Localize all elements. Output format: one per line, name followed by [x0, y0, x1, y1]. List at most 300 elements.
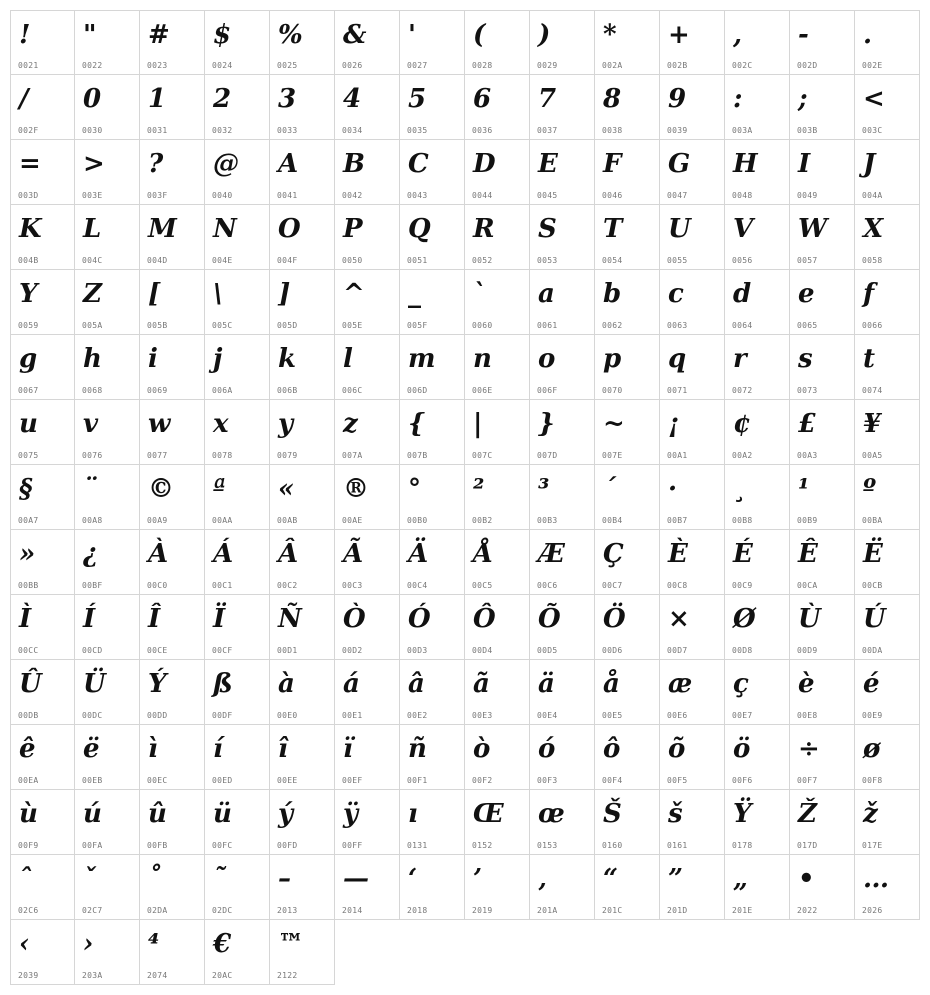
glyph-char: K	[19, 214, 42, 244]
glyph-char: q	[668, 344, 687, 374]
glyph-char: ñ	[408, 734, 427, 764]
glyph-cell[interactable]	[725, 205, 790, 270]
glyph-cell[interactable]	[270, 140, 335, 205]
glyph-cell[interactable]	[725, 335, 790, 400]
glyph-cell[interactable]	[205, 205, 270, 270]
glyph-code: 0152	[472, 841, 493, 850]
glyph-cell[interactable]	[660, 140, 725, 205]
glyph-cell[interactable]	[270, 205, 335, 270]
glyph-char: ï	[343, 734, 353, 764]
glyph-cell[interactable]	[855, 10, 920, 75]
glyph-cell[interactable]	[790, 400, 855, 465]
glyph-code: 017E	[862, 841, 883, 850]
glyph-cell[interactable]	[530, 10, 595, 75]
glyph-cell[interactable]	[270, 335, 335, 400]
glyph-char: /	[19, 84, 29, 114]
glyph-cell[interactable]	[10, 205, 75, 270]
glyph-char: ´	[603, 474, 616, 504]
glyph-cell[interactable]	[400, 10, 465, 75]
glyph-cell[interactable]	[400, 140, 465, 205]
glyph-char: á	[343, 669, 360, 699]
glyph-char: w	[148, 409, 171, 439]
glyph-cell[interactable]	[660, 400, 725, 465]
glyph-char: (	[473, 20, 486, 50]
glyph-cell[interactable]	[660, 790, 725, 855]
glyph-cell[interactable]	[400, 725, 465, 790]
glyph-char: ›	[83, 929, 94, 959]
glyph-code: 0066	[862, 321, 883, 330]
glyph-code: 00BA	[862, 516, 883, 525]
glyph-char: ¢	[733, 409, 752, 439]
glyph-cell[interactable]	[660, 660, 725, 725]
glyph-cell[interactable]	[205, 75, 270, 140]
glyph-cell[interactable]	[400, 270, 465, 335]
glyph-cell[interactable]	[140, 660, 205, 725]
glyph-char: ©	[148, 474, 174, 504]
glyph-cell[interactable]	[10, 10, 75, 75]
glyph-char: N	[213, 214, 237, 244]
glyph-char: ö	[733, 734, 751, 764]
glyph-cell[interactable]	[400, 790, 465, 855]
glyph-cell[interactable]	[465, 10, 530, 75]
glyph-cell[interactable]	[465, 335, 530, 400]
glyph-cell[interactable]	[660, 335, 725, 400]
glyph-code: 0028	[472, 61, 493, 70]
glyph-cell[interactable]	[140, 790, 205, 855]
glyph-char: }	[538, 409, 555, 439]
glyph-cell[interactable]	[400, 205, 465, 270]
glyph-code: 0035	[407, 126, 428, 135]
glyph-cell[interactable]	[725, 140, 790, 205]
glyph-cell[interactable]	[205, 660, 270, 725]
glyph-char: ù	[19, 799, 38, 829]
glyph-cell[interactable]	[270, 595, 335, 660]
glyph-cell[interactable]	[140, 335, 205, 400]
glyph-cell[interactable]	[595, 595, 660, 660]
glyph-cell[interactable]	[790, 530, 855, 595]
glyph-char: ¨	[83, 474, 96, 504]
glyph-char: §	[19, 474, 33, 504]
glyph-cell[interactable]	[595, 660, 660, 725]
glyph-code: 003F	[147, 191, 168, 200]
glyph-cell[interactable]	[530, 725, 595, 790]
glyph-char: i	[148, 344, 158, 374]
glyph-cell[interactable]	[725, 595, 790, 660]
glyph-cell[interactable]	[270, 790, 335, 855]
glyph-char: ü	[213, 799, 232, 829]
glyph-cell[interactable]	[75, 790, 140, 855]
glyph-cell[interactable]	[790, 465, 855, 530]
glyph-cell[interactable]	[855, 660, 920, 725]
glyph-cell[interactable]	[140, 465, 205, 530]
glyph-char: ]	[278, 279, 291, 309]
glyph-cell[interactable]	[140, 920, 205, 985]
glyph-cell[interactable]	[855, 335, 920, 400]
glyph-cell[interactable]	[10, 855, 75, 920]
glyph-cell[interactable]	[465, 75, 530, 140]
glyph-code: 00FF	[342, 841, 363, 850]
glyph-cell[interactable]	[205, 855, 270, 920]
glyph-cell[interactable]	[855, 855, 920, 920]
glyph-cell[interactable]	[75, 530, 140, 595]
glyph-code: 006F	[537, 386, 558, 395]
glyph-cell[interactable]	[530, 530, 595, 595]
glyph-cell[interactable]	[140, 140, 205, 205]
glyph-char: A	[278, 149, 299, 179]
glyph-cell[interactable]	[335, 790, 400, 855]
glyph-cell[interactable]	[465, 530, 530, 595]
glyph-cell[interactable]	[725, 530, 790, 595]
glyph-cell[interactable]	[530, 270, 595, 335]
glyph-char: Q	[408, 214, 431, 244]
glyph-code: 0050	[342, 256, 363, 265]
glyph-code: 005E	[342, 321, 363, 330]
glyph-cell[interactable]	[335, 335, 400, 400]
glyph-code: 00C9	[732, 581, 753, 590]
glyph-cell[interactable]	[595, 335, 660, 400]
glyph-cell[interactable]	[790, 75, 855, 140]
glyph-code: 0021	[18, 61, 39, 70]
glyph-cell[interactable]	[140, 75, 205, 140]
glyph-code: 00F6	[732, 776, 753, 785]
glyph-cell[interactable]	[335, 75, 400, 140]
glyph-cell[interactable]	[400, 660, 465, 725]
glyph-cell[interactable]	[205, 335, 270, 400]
glyph-char: ê	[19, 734, 36, 764]
glyph-char: ?	[148, 149, 164, 179]
glyph-char: ë	[83, 734, 100, 764]
glyph-cell[interactable]	[270, 530, 335, 595]
glyph-code: 00B0	[407, 516, 428, 525]
glyph-cell[interactable]	[10, 920, 75, 985]
glyph-cell[interactable]	[725, 10, 790, 75]
glyph-cell[interactable]	[465, 465, 530, 530]
glyph-cell[interactable]	[530, 790, 595, 855]
glyph-cell[interactable]	[205, 530, 270, 595]
glyph-cell[interactable]	[400, 75, 465, 140]
glyph-char: F	[603, 149, 622, 179]
glyph-cell[interactable]	[270, 725, 335, 790]
glyph-cell[interactable]	[725, 270, 790, 335]
glyph-char: n	[473, 344, 492, 374]
glyph-cell[interactable]	[530, 595, 595, 660]
glyph-code: 00F2	[472, 776, 493, 785]
glyph-cell[interactable]	[75, 75, 140, 140]
glyph-cell[interactable]	[530, 660, 595, 725]
glyph-cell[interactable]	[10, 400, 75, 465]
glyph-code: 0034	[342, 126, 363, 135]
glyph-cell[interactable]	[205, 725, 270, 790]
glyph-char: ¿	[83, 539, 99, 569]
glyph-cell[interactable]	[855, 270, 920, 335]
glyph-code: 00A9	[147, 516, 168, 525]
glyph-cell[interactable]	[75, 595, 140, 660]
glyph-char: à	[278, 669, 295, 699]
glyph-cell[interactable]	[400, 465, 465, 530]
glyph-cell[interactable]	[790, 595, 855, 660]
glyph-cell[interactable]	[270, 465, 335, 530]
glyph-cell[interactable]	[725, 660, 790, 725]
glyph-cell[interactable]	[270, 270, 335, 335]
glyph-cell[interactable]	[465, 595, 530, 660]
glyph-code: 003D	[18, 191, 39, 200]
glyph-cell[interactable]	[595, 75, 660, 140]
glyph-char: „	[733, 864, 748, 894]
glyph-code: 0030	[82, 126, 103, 135]
glyph-cell[interactable]	[10, 140, 75, 205]
glyph-cell[interactable]	[595, 530, 660, 595]
glyph-cell[interactable]	[10, 75, 75, 140]
glyph-cell[interactable]	[725, 75, 790, 140]
glyph-char: ·	[668, 474, 678, 504]
glyph-code: 0047	[667, 191, 688, 200]
glyph-cell[interactable]	[790, 10, 855, 75]
glyph-cell[interactable]	[530, 140, 595, 205]
glyph-char: 3	[278, 84, 297, 114]
glyph-cell[interactable]	[660, 270, 725, 335]
glyph-cell[interactable]	[270, 920, 335, 985]
glyph-cell[interactable]	[595, 790, 660, 855]
glyph-char: â	[408, 669, 425, 699]
glyph-cell[interactable]	[140, 400, 205, 465]
glyph-cell[interactable]	[140, 530, 205, 595]
glyph-cell[interactable]	[335, 660, 400, 725]
glyph-cell[interactable]	[595, 400, 660, 465]
glyph-cell[interactable]	[75, 205, 140, 270]
glyph-cell[interactable]	[465, 140, 530, 205]
glyph-cell[interactable]	[335, 270, 400, 335]
glyph-cell[interactable]	[140, 205, 205, 270]
glyph-cell[interactable]	[660, 205, 725, 270]
glyph-code: 0044	[472, 191, 493, 200]
glyph-cell[interactable]	[205, 140, 270, 205]
glyph-cell[interactable]	[335, 10, 400, 75]
glyph-cell[interactable]	[790, 205, 855, 270]
glyph-cell[interactable]	[855, 75, 920, 140]
glyph-cell[interactable]	[595, 140, 660, 205]
glyph-char: '	[408, 20, 416, 50]
glyph-cell[interactable]	[855, 790, 920, 855]
glyph-cell[interactable]	[790, 725, 855, 790]
glyph-code: 00EA	[18, 776, 39, 785]
glyph-cell[interactable]	[270, 660, 335, 725]
glyph-cell[interactable]	[335, 400, 400, 465]
glyph-char: ı	[408, 799, 418, 829]
glyph-cell[interactable]	[10, 335, 75, 400]
glyph-cell[interactable]	[400, 335, 465, 400]
glyph-char: ‹	[19, 929, 30, 959]
glyph-char: ⁴	[148, 929, 160, 959]
glyph-cell[interactable]	[855, 725, 920, 790]
glyph-code: 005F	[407, 321, 428, 330]
glyph-cell[interactable]	[10, 530, 75, 595]
glyph-code: 00F7	[797, 776, 818, 785]
glyph-cell[interactable]	[595, 465, 660, 530]
glyph-cell[interactable]	[335, 595, 400, 660]
glyph-cell[interactable]	[10, 465, 75, 530]
glyph-cell[interactable]	[855, 530, 920, 595]
glyph-cell[interactable]	[725, 465, 790, 530]
glyph-char: ó	[538, 734, 556, 764]
glyph-code: 00C7	[602, 581, 623, 590]
glyph-code: 0043	[407, 191, 428, 200]
glyph-code: 00F8	[862, 776, 883, 785]
glyph-cell[interactable]	[205, 790, 270, 855]
glyph-cell[interactable]	[595, 205, 660, 270]
glyph-char: ª	[213, 474, 226, 504]
glyph-cell[interactable]	[790, 790, 855, 855]
glyph-code: 00B3	[537, 516, 558, 525]
glyph-cell[interactable]	[725, 855, 790, 920]
glyph-cell[interactable]	[660, 595, 725, 660]
glyph-cell[interactable]	[75, 400, 140, 465]
glyph-cell[interactable]	[790, 660, 855, 725]
glyph-cell[interactable]	[465, 205, 530, 270]
glyph-cell[interactable]	[270, 400, 335, 465]
glyph-cell[interactable]	[335, 205, 400, 270]
glyph-cell[interactable]	[75, 660, 140, 725]
glyph-char: ÷	[798, 734, 820, 764]
glyph-cell[interactable]	[140, 595, 205, 660]
glyph-code: 0045	[537, 191, 558, 200]
glyph-cell[interactable]	[790, 855, 855, 920]
glyph-cell[interactable]	[75, 465, 140, 530]
glyph-char: \	[213, 279, 223, 309]
glyph-cell[interactable]	[855, 595, 920, 660]
glyph-cell[interactable]	[205, 10, 270, 75]
glyph-code: 2014	[342, 906, 363, 915]
glyph-char: *	[603, 20, 617, 50]
glyph-cell[interactable]	[465, 725, 530, 790]
glyph-cell[interactable]	[205, 465, 270, 530]
glyph-cell[interactable]	[530, 465, 595, 530]
glyph-cell[interactable]	[660, 10, 725, 75]
glyph-cell[interactable]	[465, 790, 530, 855]
glyph-cell[interactable]	[725, 790, 790, 855]
glyph-cell[interactable]	[75, 335, 140, 400]
glyph-cell[interactable]	[595, 10, 660, 75]
glyph-cell[interactable]	[855, 400, 920, 465]
glyph-code: 00F4	[602, 776, 623, 785]
glyph-cell[interactable]	[725, 400, 790, 465]
glyph-cell[interactable]	[465, 660, 530, 725]
glyph-cell[interactable]	[660, 530, 725, 595]
glyph-cell[interactable]	[75, 855, 140, 920]
glyph-cell[interactable]	[75, 10, 140, 75]
glyph-cell[interactable]	[660, 855, 725, 920]
glyph-cell[interactable]	[465, 270, 530, 335]
glyph-cell[interactable]	[790, 270, 855, 335]
glyph-char: ‚	[538, 864, 548, 894]
glyph-char: ’	[473, 864, 483, 894]
glyph-cell[interactable]	[660, 725, 725, 790]
glyph-cell[interactable]	[335, 140, 400, 205]
glyph-code: 00B9	[797, 516, 818, 525]
glyph-cell[interactable]	[725, 725, 790, 790]
glyph-cell[interactable]	[75, 140, 140, 205]
glyph-cell[interactable]	[205, 400, 270, 465]
glyph-cell[interactable]	[855, 205, 920, 270]
glyph-cell[interactable]	[140, 725, 205, 790]
glyph-char: @	[213, 149, 239, 179]
glyph-cell[interactable]	[205, 595, 270, 660]
glyph-cell[interactable]	[595, 725, 660, 790]
glyph-cell[interactable]	[855, 465, 920, 530]
glyph-code: 0131	[407, 841, 428, 850]
glyph-cell[interactable]	[400, 855, 465, 920]
glyph-code: 0178	[732, 841, 753, 850]
glyph-cell[interactable]	[10, 725, 75, 790]
glyph-cell[interactable]	[855, 140, 920, 205]
glyph-cell[interactable]	[205, 920, 270, 985]
glyph-cell[interactable]	[140, 10, 205, 75]
glyph-cell[interactable]	[335, 530, 400, 595]
glyph-cell[interactable]	[400, 595, 465, 660]
glyph-cell[interactable]	[75, 920, 140, 985]
glyph-code: 0041	[277, 191, 298, 200]
glyph-char: %	[278, 20, 303, 50]
glyph-cell[interactable]	[790, 140, 855, 205]
glyph-cell[interactable]	[790, 335, 855, 400]
glyph-cell[interactable]	[10, 270, 75, 335]
glyph-code: 0049	[797, 191, 818, 200]
glyph-code: 0036	[472, 126, 493, 135]
glyph-code: 005C	[212, 321, 233, 330]
glyph-cell[interactable]	[660, 465, 725, 530]
glyph-char: f	[863, 279, 875, 309]
glyph-cell[interactable]	[10, 595, 75, 660]
glyph-char: c	[668, 279, 684, 309]
glyph-code: 0059	[18, 321, 39, 330]
glyph-cell[interactable]	[270, 10, 335, 75]
glyph-cell[interactable]	[465, 400, 530, 465]
glyph-cell[interactable]	[530, 400, 595, 465]
glyph-code: 017D	[797, 841, 818, 850]
glyph-cell[interactable]	[270, 75, 335, 140]
glyph-cell[interactable]	[530, 335, 595, 400]
glyph-cell[interactable]	[595, 855, 660, 920]
glyph-cell[interactable]	[335, 855, 400, 920]
glyph-cell[interactable]	[530, 75, 595, 140]
glyph-cell[interactable]	[270, 855, 335, 920]
glyph-cell[interactable]	[140, 855, 205, 920]
glyph-cell[interactable]	[335, 725, 400, 790]
glyph-cell[interactable]	[465, 855, 530, 920]
glyph-cell[interactable]	[530, 205, 595, 270]
glyph-cell[interactable]	[400, 400, 465, 465]
glyph-code: 0046	[602, 191, 623, 200]
glyph-cell[interactable]	[660, 75, 725, 140]
glyph-cell[interactable]	[75, 725, 140, 790]
glyph-cell[interactable]	[400, 530, 465, 595]
glyph-code: 004A	[862, 191, 883, 200]
glyph-code: 00AE	[342, 516, 363, 525]
glyph-cell[interactable]	[10, 790, 75, 855]
glyph-char: Ó	[408, 604, 431, 634]
glyph-code: 00BF	[82, 581, 103, 590]
glyph-code: 0073	[797, 386, 818, 395]
glyph-cell[interactable]	[595, 270, 660, 335]
glyph-char: y	[278, 409, 294, 439]
glyph-cell[interactable]	[530, 855, 595, 920]
glyph-cell[interactable]	[10, 660, 75, 725]
glyph-code: 00EB	[82, 776, 103, 785]
glyph-cell[interactable]	[335, 465, 400, 530]
glyph-cell[interactable]	[140, 270, 205, 335]
glyph-cell[interactable]	[205, 270, 270, 335]
glyph-cell[interactable]	[75, 270, 140, 335]
glyph-code: 0072	[732, 386, 753, 395]
